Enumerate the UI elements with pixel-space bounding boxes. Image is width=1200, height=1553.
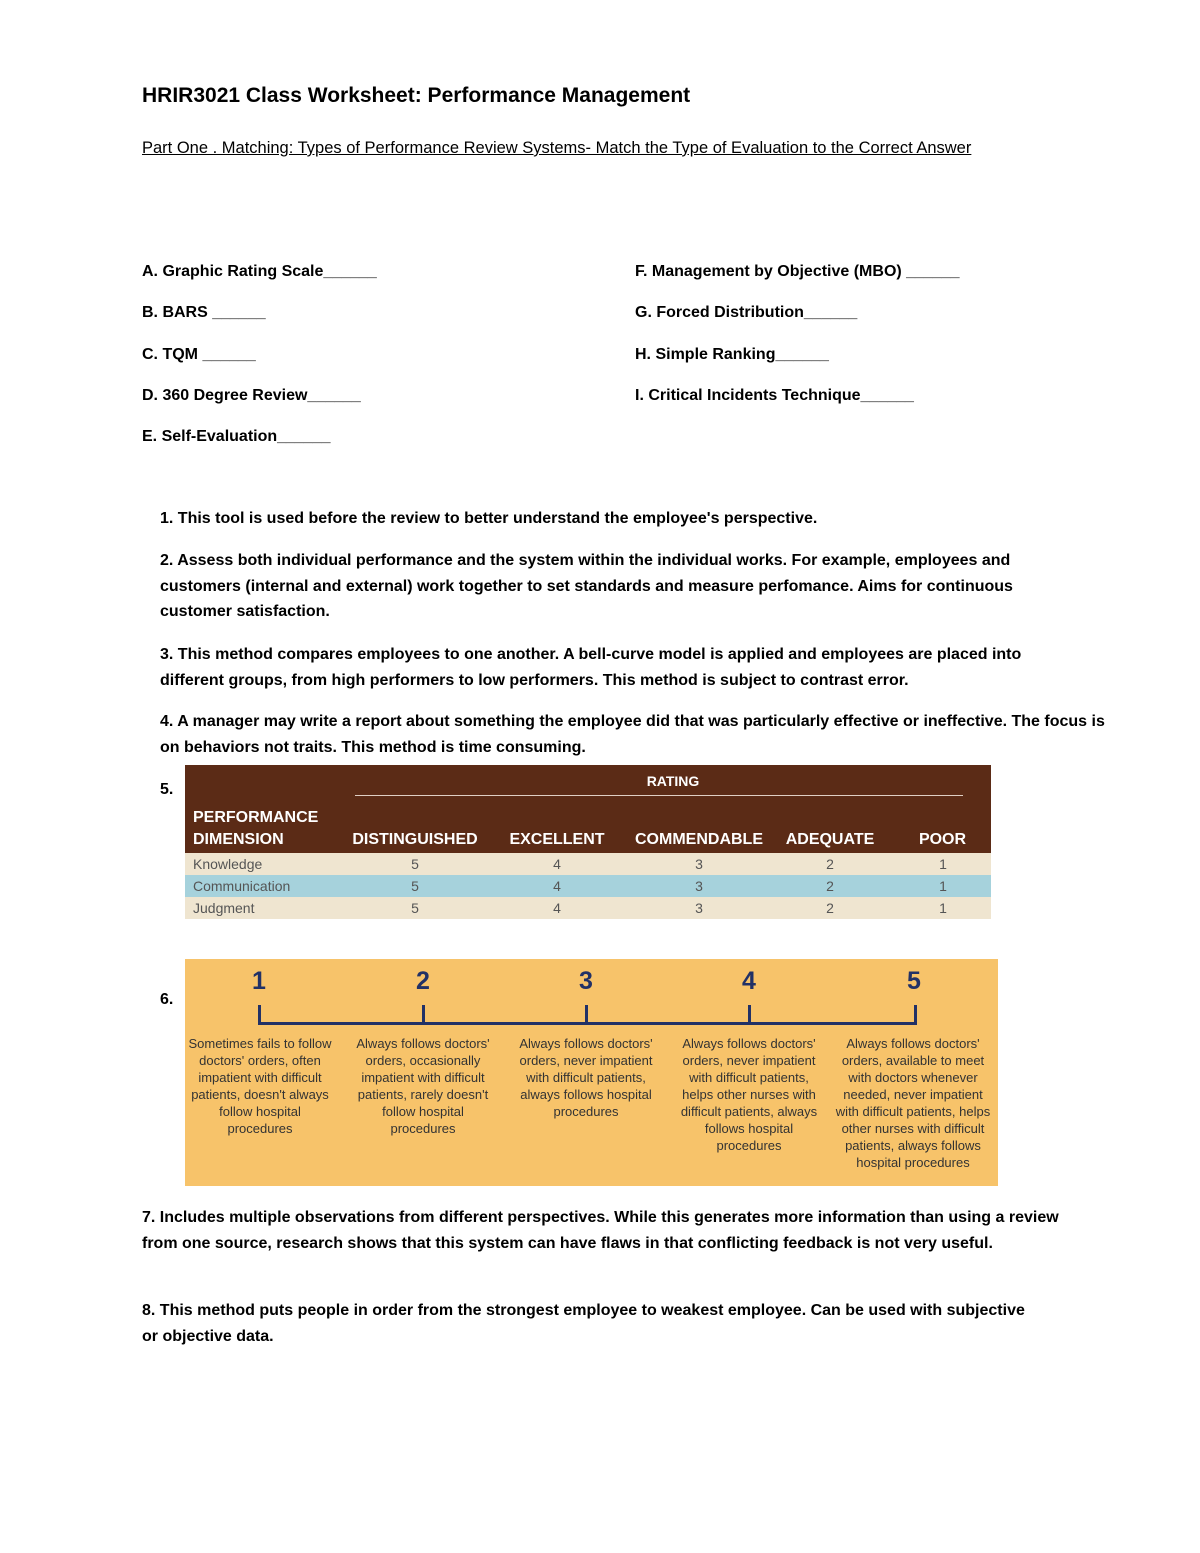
table-row xyxy=(185,875,991,897)
table-row xyxy=(185,853,991,875)
dimension-header-line-1: PERFORMANCE xyxy=(193,809,319,826)
dimension-cell: Judgment xyxy=(193,900,255,916)
rating-cell: 3 xyxy=(695,856,703,872)
rating-cell: 1 xyxy=(939,856,947,872)
part-one-instructions: Part One . Matching: Types of Performance Review Systems- Match the Type of Evaluation to the Correct Answer xyxy=(142,139,972,157)
table-row xyxy=(185,897,991,919)
column-header: POOR xyxy=(918,831,967,848)
option-i: I. Critical Incidents Technique______ xyxy=(635,387,914,404)
option-a: A. Graphic Rating Scale______ xyxy=(142,263,377,280)
column-header: ADEQUATE xyxy=(785,831,875,848)
behavioral-scale xyxy=(185,959,998,1186)
option-g: G. Forced Distribution______ xyxy=(635,304,858,321)
column-header: EXCELLENT xyxy=(509,831,605,848)
option-e: E. Self-Evaluation______ xyxy=(142,428,331,445)
question-5-label: 5. xyxy=(160,781,174,798)
scale-number: 3 xyxy=(579,967,593,995)
scale-anchor-description: Sometimes fails to follow doctors' orders, often impatient with difficult patients, doesn't always follow hospital procedures xyxy=(188,1036,332,1136)
question-4: 4. A manager may write a report about something the employee did that was particularly effective or ineffective. The focus is on behaviors not traits. This method is time consuming. xyxy=(160,713,1105,756)
dimension-cell: Communication xyxy=(193,878,291,894)
dimension-cell: Knowledge xyxy=(193,856,263,872)
scale-anchor-description: Always follows doctors' orders, never impatient with difficult patients, always follows hospital procedures xyxy=(519,1036,653,1119)
option-f: F. Management by Objective (MBO) ______ xyxy=(635,263,960,280)
rating-cell: 5 xyxy=(411,878,419,894)
rating-scale-table xyxy=(185,765,991,919)
rating-cell: 2 xyxy=(826,878,834,894)
rating-cell: 1 xyxy=(939,878,947,894)
column-header: COMMENDABLE xyxy=(635,831,763,848)
rating-cell: 5 xyxy=(411,900,419,916)
scale-number: 1 xyxy=(252,967,266,995)
option-b: B. BARS ______ xyxy=(142,304,266,321)
dimension-header xyxy=(193,807,318,851)
rating-cell: 2 xyxy=(826,856,834,872)
scale-tick xyxy=(748,1005,751,1025)
option-d: D. 360 Degree Review______ xyxy=(142,387,361,404)
scale-tick xyxy=(258,1005,261,1025)
rating-cell: 1 xyxy=(939,900,947,916)
scale-tick xyxy=(422,1005,425,1025)
question-3: 3. This method compares employees to one another. A bell-curve model is applied and employees are placed into different groups, from high performers to low performers. This method is subject to contrast error. xyxy=(160,646,1022,689)
rating-cell: 4 xyxy=(553,900,561,916)
page-title: HRIR3021 Class Worksheet: Performance Management xyxy=(142,84,691,107)
question-1: 1. This tool is used before the review to better understand the employee's perspective. xyxy=(160,510,818,527)
scale-number: 2 xyxy=(416,967,430,995)
rating-cell: 3 xyxy=(695,878,703,894)
question-6-label: 6. xyxy=(160,991,174,1008)
option-h: H. Simple Ranking______ xyxy=(635,346,829,363)
scale-tick xyxy=(585,1005,588,1025)
option-c: C. TQM ______ xyxy=(142,346,256,363)
rating-cell: 4 xyxy=(553,878,561,894)
question-7: 7. Includes multiple observations from different perspectives. While this generates more information than using a review from one source, research shows that this system can have flaws in that conflicting feedback is not very useful. xyxy=(142,1209,1059,1252)
scale-anchor-description: Always follows doctors' orders, occasionally impatient with difficult patients, rarely doesn't follow hospital procedures xyxy=(356,1036,490,1136)
rating-cell: 5 xyxy=(411,856,419,872)
dimension-header-line-2: DIMENSION xyxy=(193,831,284,848)
rating-label: RATING xyxy=(646,773,700,789)
column-header: DISTINGUISHED xyxy=(352,831,478,848)
scale-number: 4 xyxy=(742,967,756,995)
rating-cell: 3 xyxy=(695,900,703,916)
question-8: 8. This method puts people in order from the strongest employee to weakest employee. Can be used with subjective or objective data. xyxy=(142,1302,1025,1345)
scale-tick xyxy=(914,1005,917,1025)
rating-cell: 4 xyxy=(553,856,561,872)
scale-anchor-description: Always follows doctors' orders, available to meet with doctors whenever needed, never impatient with difficult patients, helps other nurses with difficult patients, always follows hospital procedures xyxy=(835,1036,991,1170)
rating-divider xyxy=(355,795,963,796)
question-2: 2. Assess both individual performance and the system within the individual works. For example, employees and customers (internal and external) work together to set standards and measure perfomance. Aims for continuous customer satisfaction. xyxy=(160,552,1013,620)
scale-anchor-description: Always follows doctors' orders, never impatient with difficult patients, helps other nurses with difficult patients, always follows hospital procedures xyxy=(680,1036,818,1153)
scale-number: 5 xyxy=(907,967,921,995)
rating-cell: 2 xyxy=(826,900,834,916)
